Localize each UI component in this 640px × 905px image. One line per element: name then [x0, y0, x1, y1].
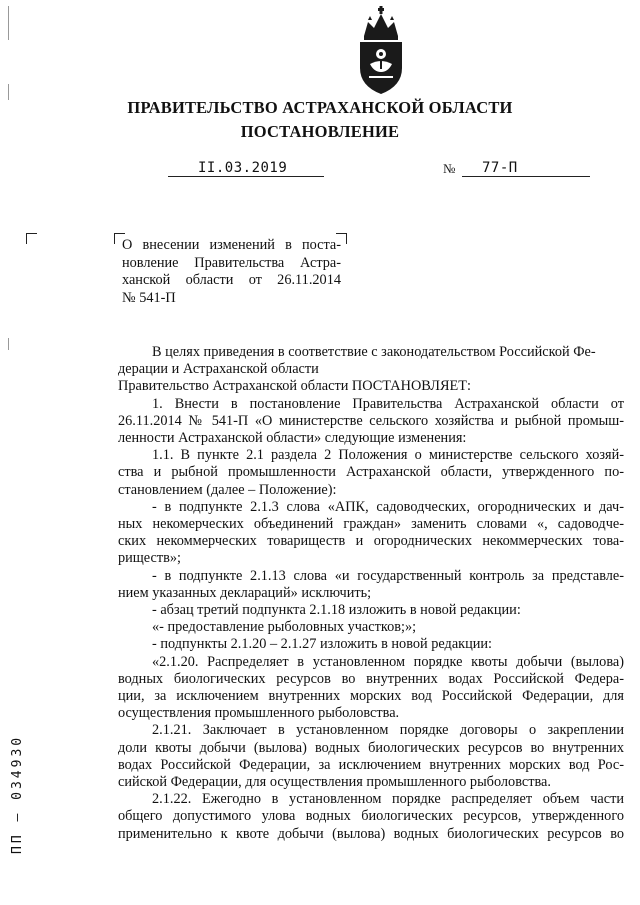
scan-edge-mark: [8, 6, 9, 40]
document-number: 77-П: [482, 160, 518, 176]
subject-line: ханской области от 26.11.2014: [122, 272, 341, 288]
body-line: применительно к квоте добычи (вылова) водных биологических ресурсов во: [118, 825, 624, 842]
body-line: - в подпункте 2.1.3 слова «АПК, садоводческих, огороднических и дач-: [152, 498, 624, 515]
body-line: 2.1.21. Заключает в установленном порядке договоры о закреплении: [152, 722, 624, 739]
body-line: риществ»;: [118, 550, 181, 567]
document-subject: [122, 237, 341, 307]
body-line: - подпункты 2.1.20 – 2.1.27 изложить в новой редакции:: [152, 636, 493, 653]
government-name: ПРАВИТЕЛЬСТВО АСТРАХАНСКОЙ ОБЛАСТИ: [127, 98, 513, 117]
subject-line: новление Правительства Астра-: [122, 254, 341, 271]
body-line: 1.1. В пункте 2.1 раздела 2 Положения о министерстве сельского хозяй-: [152, 447, 624, 464]
body-line: ных некомерческих объединений граждан» заменить словами «, садоводче-: [118, 516, 624, 533]
body-line: - в подпункте 2.1.13 слова «и государственный контроль за представле-: [152, 567, 624, 584]
body-line: доли квоты добычи (вылова) водных биологических ресурсов во внутренних: [118, 739, 624, 756]
body-line: 2.1.22. Ежегодно в установленном порядке распределяет объем части: [152, 791, 624, 808]
body-line: 26.11.2014 № 541-П «О министерстве сельского хозяйства и рыбной промыш-: [118, 412, 624, 429]
number-underline: [462, 176, 590, 177]
scan-edge-mark: [8, 338, 9, 350]
body-line: ленности Астраханской области» следующие изменения:: [118, 430, 467, 447]
coat-of-arms-emblem: [352, 6, 410, 96]
body-line: становлением (далее – Положение):: [118, 481, 337, 498]
number-sign: №: [443, 161, 456, 176]
body-line: «- предоставление рыболовных участков;»;: [152, 619, 417, 636]
body-line: дерации и Астраханской области: [118, 361, 319, 378]
body-line: общего допустимого улова водных биологических ресурсов, утвержденного: [118, 808, 624, 825]
body-line: Правительство Астраханской области ПОСТАНОВЛЯЕТ:: [118, 378, 471, 395]
body-line: водах Российской Федерации, за исключением внутренних морских вод Рос-: [118, 756, 624, 773]
document-type-title: ПОСТАНОВЛЕНИЕ: [240, 122, 400, 141]
body-line: водных биологических ресурсов во внутренних водах Российской Федера-: [118, 670, 624, 687]
form-serial-number: ПП – 034930: [10, 734, 25, 854]
body-line: осуществления промышленного рыболовства.: [118, 705, 400, 722]
subject-line: № 541-П: [122, 289, 176, 306]
body-line: «2.1.20. Распределяет в установленном порядке квоты добычи (вылова): [152, 653, 624, 670]
body-line: сийской Федерации, для осуществления промышленного рыболовства.: [118, 774, 551, 791]
margin-corner-mark: [26, 233, 37, 244]
subject-line: О внесении изменений в поста-: [122, 237, 341, 253]
body-line: - абзац третий подпункта 2.1.18 изложить в новой редакции:: [152, 602, 521, 619]
body-line: ции, за исключением внутренних морских вод Российской Федерации, для: [118, 688, 624, 705]
document-date: II.03.2019: [198, 160, 288, 176]
scan-edge-mark: [8, 84, 9, 100]
body-line: В целях приведения в соответствие с законодательством Российской Фе-: [152, 344, 596, 360]
document-body: [118, 344, 624, 843]
body-line: 1. Внести в постановление Правительства Астраханской области от: [152, 395, 624, 412]
body-line: нием указанных деклараций» исключить;: [118, 584, 372, 601]
body-line: ства и рыбной промышленности Астраханской области, утвержденного по-: [118, 464, 624, 481]
date-underline: [168, 176, 324, 177]
body-line: ских некоммерческих товариществ и огороднических некоммерческих това-: [118, 533, 624, 550]
